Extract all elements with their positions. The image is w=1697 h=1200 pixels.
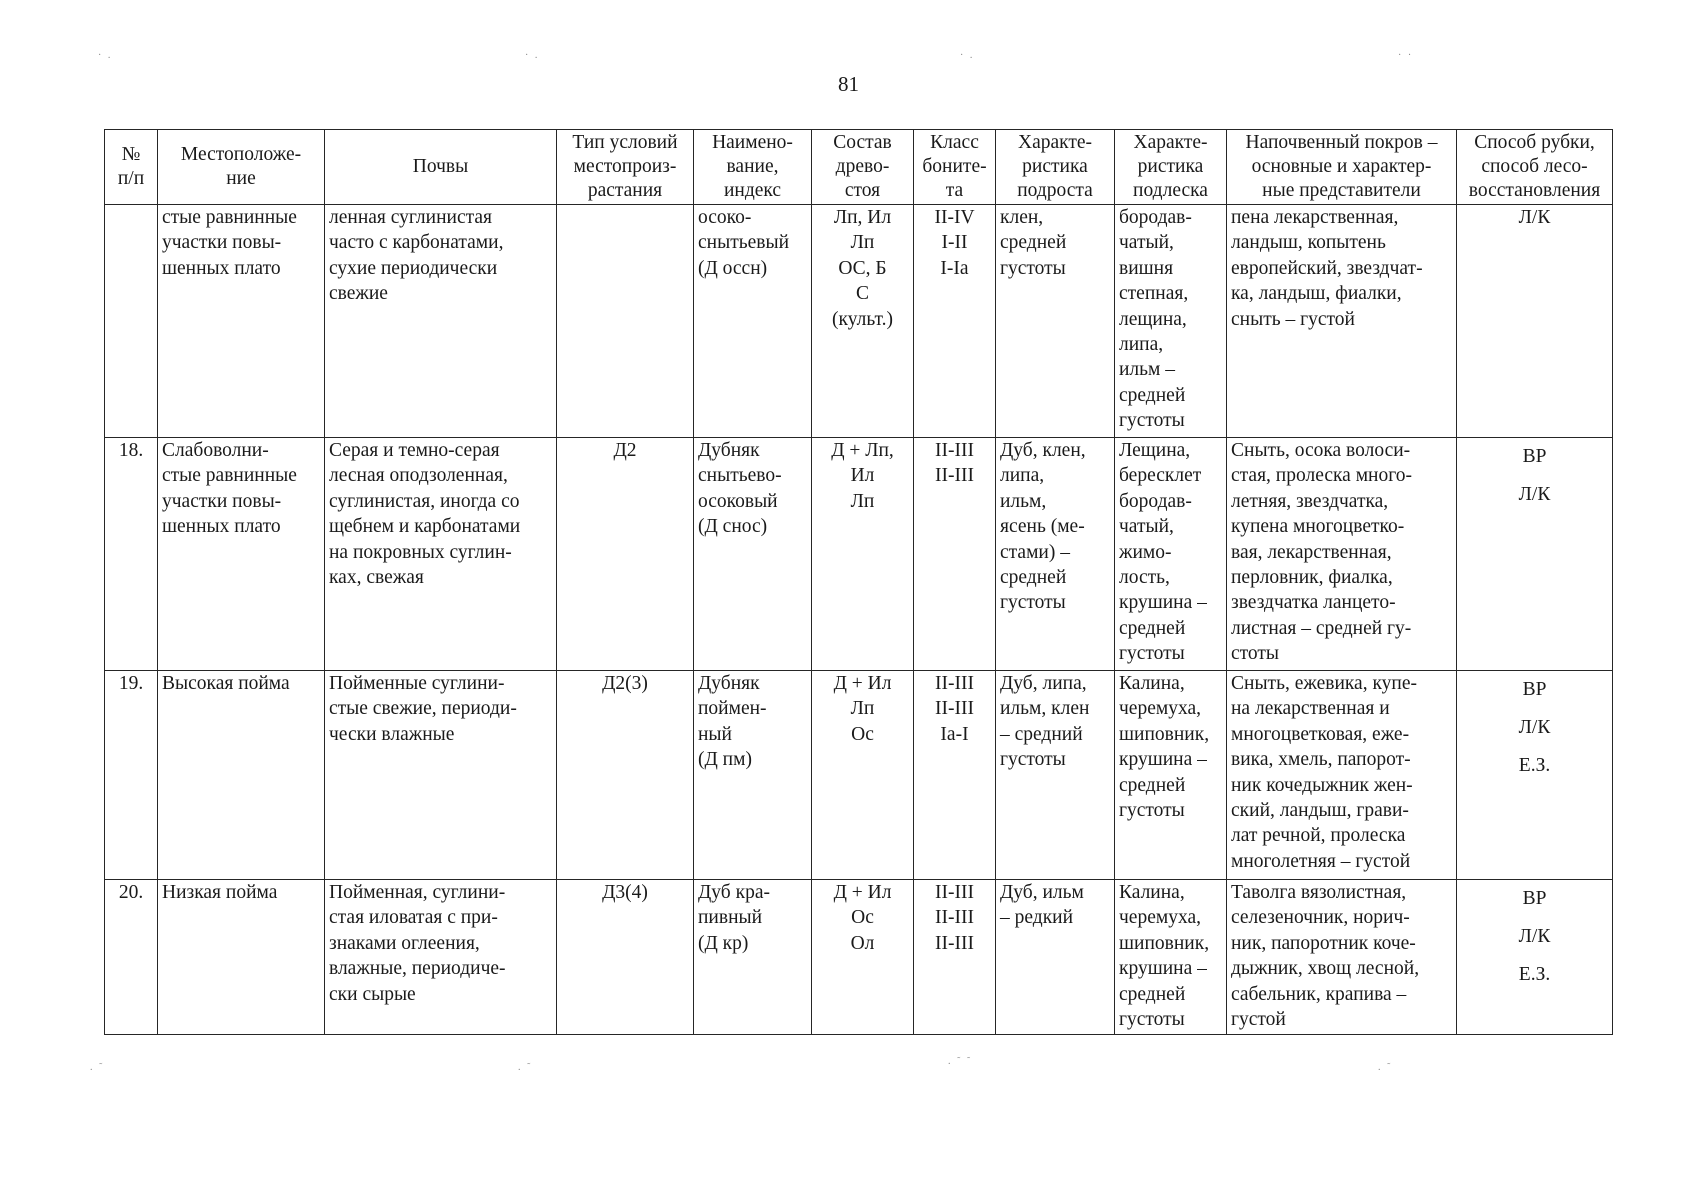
row-cutting-method xyxy=(1457,205,1613,438)
row-num xyxy=(105,205,158,438)
page-number: 81 xyxy=(838,72,859,96)
forest-types-table xyxy=(104,129,1613,1035)
row-growth-type xyxy=(557,205,694,438)
table-row xyxy=(105,438,1613,671)
row-class: II-III II-III II-III xyxy=(914,880,996,1035)
row-soil: Пойменные суглини- стые свежие, периоди- чески влажные xyxy=(325,671,557,880)
row-class: II-III II-III Ia-I xyxy=(914,671,996,880)
row-composition: Д + Ил Лп Ос xyxy=(812,671,914,880)
header-growth-type: Тип условий местопроиз- растания xyxy=(557,130,694,205)
row-underbrush: Калина, черемуха, шиповник, крушина – средней густоты xyxy=(1115,671,1227,880)
header-soil: Почвы xyxy=(325,130,557,205)
row-soil: Серая и темно-серая лесная оподзоленная, суглинистая, иногда со щебнем и карбонатами на покровных суглин- ках, свежая xyxy=(325,438,557,671)
method-item: Л/К xyxy=(1518,484,1551,505)
row-ground-cover: Таволга вязолистная, селезеночник, норич- ник, папоротник коче- дыжник, хвощ лесной, сабельник, крапива – густой xyxy=(1227,880,1457,1035)
row-location: Высокая пойма xyxy=(158,671,325,880)
header-underbrush: Характе- ристика подлеска xyxy=(1115,130,1227,205)
row-underbrush: Калина, черемуха, шиповник, крушина – средней густоты xyxy=(1115,880,1227,1035)
header-num: № п/п xyxy=(105,130,158,205)
header-undergrowth: Характе- ристика подроста xyxy=(996,130,1115,205)
row-name-index: Дубняк поймен- ный (Д пм) xyxy=(694,671,812,880)
row-growth-type: Д2(3) xyxy=(557,671,694,880)
method-item: Л/К xyxy=(1518,207,1551,228)
table-row xyxy=(105,671,1613,880)
header-name-index: Наимено- вание, индекс xyxy=(694,130,812,205)
row-soil: Пойменная, суглини- стая иловатая с при- знаками оглеения, влажные, периодиче- ски сырые xyxy=(325,880,557,1035)
table-row xyxy=(105,205,1613,438)
row-composition: Д + Лп, Ил Лп xyxy=(812,438,914,671)
header-class: Класс боните- та xyxy=(914,130,996,205)
row-cutting-method xyxy=(1457,438,1613,671)
header-row xyxy=(105,130,1613,205)
row-location: Низкая пойма xyxy=(158,880,325,1035)
row-cutting-method xyxy=(1457,880,1613,1035)
row-name-index: Дуб кра- пивный (Д кр) xyxy=(694,880,812,1035)
method-item: ВР xyxy=(1522,679,1547,700)
row-undergrowth: клен, средней густоты xyxy=(996,205,1115,438)
header-ground-cover: Напочвенный покров – основные и характер- ные представители xyxy=(1227,130,1457,205)
scan-speck: . ˜ xyxy=(518,1062,533,1073)
row-growth-type: Д2 xyxy=(557,438,694,671)
row-name-index: осоко- снытьевый (Д оссн) xyxy=(694,205,812,438)
scan-speck: . ˜ ˜ xyxy=(948,1056,973,1067)
scan-speck: . ˜ xyxy=(1378,1062,1393,1073)
header-location: Местоположе- ние xyxy=(158,130,325,205)
row-underbrush: Лещина, бересклет бородав- чатый, жимо- лость, крушина – средней густоты xyxy=(1115,438,1227,671)
method-item: Л/К xyxy=(1518,926,1551,947)
scan-speck: · · xyxy=(1398,50,1414,61)
row-location: стые равнинные участки повы- шенных плато xyxy=(158,205,325,438)
row-ground-cover: Сныть, осока волоси- стая, пролеска много- летняя, звездчатка, купена многоцветко- вая, лекарственная, перловник, фиалка, звездчатка ланцето- листная – средней гу- стоты xyxy=(1227,438,1457,671)
row-name-index: Дубняк снытьево- осоковый (Д снос) xyxy=(694,438,812,671)
table-row xyxy=(105,880,1613,1035)
row-class: II-IV I-II I-Ia xyxy=(914,205,996,438)
method-item: Е.З. xyxy=(1518,755,1551,776)
row-composition: Д + Ил Ос Ол xyxy=(812,880,914,1035)
scan-speck: . ˜ xyxy=(90,1062,105,1073)
row-location: Слабоволни- стые равнинные участки повы- шенных плато xyxy=(158,438,325,671)
row-growth-type: Д3(4) xyxy=(557,880,694,1035)
method-item: ВР xyxy=(1522,888,1547,909)
method-item: Е.З. xyxy=(1518,964,1551,985)
scan-speck: · . xyxy=(525,50,540,61)
row-num: 20. xyxy=(105,880,158,1035)
header-cutting-method: Способ рубки, способ лесо- восстановления xyxy=(1457,130,1613,205)
row-undergrowth: Дуб, липа, ильм, клен – средний густоты xyxy=(996,671,1115,880)
row-undergrowth: Дуб, ильм – редкий xyxy=(996,880,1115,1035)
row-ground-cover: пена лекарственная, ландыш, копытень европейский, звездчат- ка, ландыш, фиалки, сныть – густой xyxy=(1227,205,1457,438)
row-num: 19. xyxy=(105,671,158,880)
method-item: ВР xyxy=(1522,446,1547,467)
row-cutting-method xyxy=(1457,671,1613,880)
row-num: 18. xyxy=(105,438,158,671)
scan-speck: · . xyxy=(960,50,975,61)
row-composition: Лп, Ил Лп ОС, Б С (культ.) xyxy=(812,205,914,438)
header-composition: Состав древо- стоя xyxy=(812,130,914,205)
row-soil: ленная суглинистая часто с карбонатами, сухие периодически свежие xyxy=(325,205,557,438)
scan-speck: · . xyxy=(98,50,113,61)
row-class: II-III II-III xyxy=(914,438,996,671)
method-item: Л/К xyxy=(1518,717,1551,738)
row-undergrowth: Дуб, клен, липа, ильм, ясень (ме- стами) – средней густоты xyxy=(996,438,1115,671)
row-underbrush: бородав- чатый, вишня степная, лещина, липа, ильм – средней густоты xyxy=(1115,205,1227,438)
row-ground-cover: Сныть, ежевика, купе- на лекарственная и многоцветковая, еже- вика, хмель, папорот- ник кочедыжник жен- ский, ландыш, грави- лат речной, пролеска многолетняя – густой xyxy=(1227,671,1457,880)
